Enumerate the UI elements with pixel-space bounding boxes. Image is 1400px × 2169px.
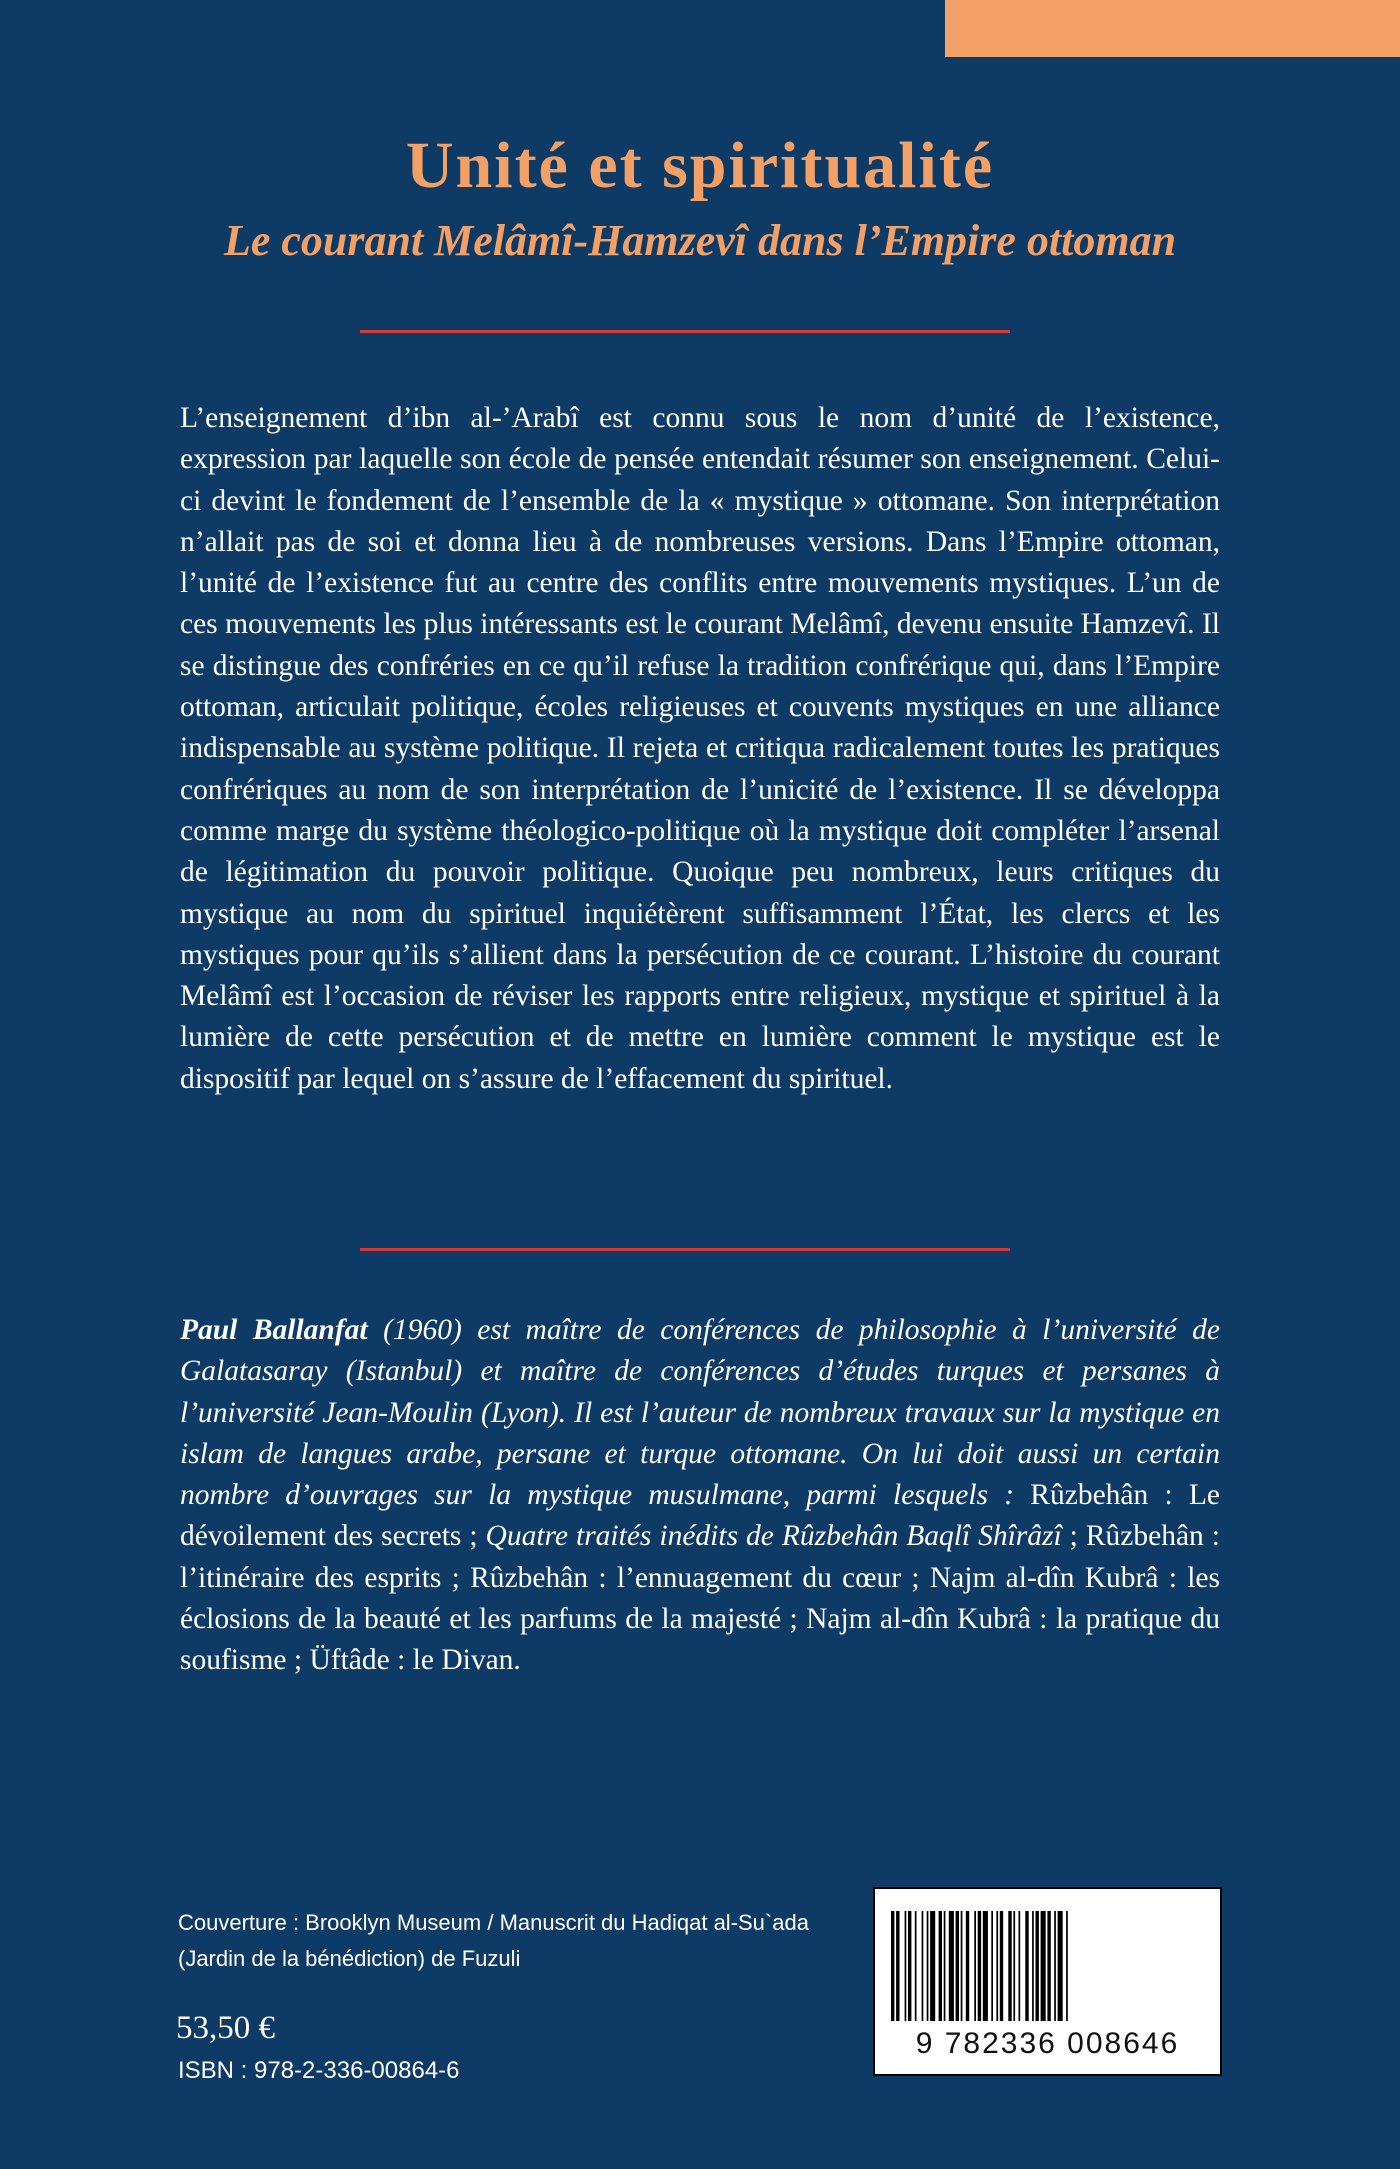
- barcode-bar: [1066, 1911, 1068, 2021]
- barcode-bar: [991, 1911, 993, 2021]
- barcode: [873, 1887, 1222, 2076]
- barcode-bar: [1019, 1911, 1021, 2021]
- barcode-bar: [1047, 1911, 1050, 2021]
- divider-middle: [360, 1248, 1010, 1251]
- author-bio: [180, 1310, 1220, 1682]
- barcode-bar: [915, 1911, 917, 2021]
- barcode-bar: [983, 1911, 988, 2021]
- barcode-bars: [891, 1911, 1203, 2021]
- barcode-bar: [961, 1911, 963, 2021]
- barcode-bar: [939, 1911, 942, 2021]
- barcode-bar: [1032, 1911, 1034, 2021]
- barcode-bar: [891, 1911, 894, 2021]
- book-title: Unité et spiritualité: [405, 129, 995, 202]
- barcode-digits: 9 782336 008646: [915, 2027, 1180, 2060]
- barcode-bar: [1054, 1911, 1056, 2021]
- isbn: ISBN : 978-2-336-00864-6: [178, 2057, 460, 2084]
- barcode-bar: [956, 1911, 959, 2021]
- barcode-bar: [1000, 1911, 1003, 2021]
- bio-works-italic: Quatre traités inédits de Rûzbehân Baqlî Shîrâzî: [485, 1520, 1062, 1553]
- barcode-bar: [908, 1911, 911, 2021]
- barcode-bar: [996, 1911, 998, 2021]
- author-name: Paul Ballanfat: [180, 1314, 368, 1346]
- barcode-bar: [944, 1911, 946, 2021]
- barcode-bar: [978, 1911, 981, 2021]
- barcode-bar: [1036, 1911, 1039, 2021]
- barcode-bar: [896, 1911, 899, 2021]
- bio-works-1: Rûzbehân : Le dévoilement des secrets ;: [180, 1479, 1220, 1553]
- cover-credit-line-1: Couverture : Brooklyn Museum / Manuscrit du Hadiqat al-Su`ada: [178, 1910, 809, 1935]
- barcode-bar: [1008, 1911, 1011, 2021]
- barcode-bar: [974, 1911, 976, 2021]
- barcode-bar: [1058, 1911, 1063, 2021]
- barcode-bar: [1041, 1911, 1046, 2021]
- cover-credit: [178, 1905, 838, 1977]
- barcode-bar: [1025, 1911, 1028, 2021]
- book-subtitle: Le courant Melâmî-Hamzevî dans l’Empire ottoman: [223, 216, 1177, 265]
- barcode-bar: [1013, 1911, 1015, 2021]
- divider-top: [360, 330, 1010, 333]
- book-summary: L’enseignement d’ibn al-’Arabî est connu sous le nom d’unité de l’existence, expression par laquelle son école de pensée entendait résumer son enseignement. Celui-ci devint le fondement de l’ensemble de la « mystique » ottomane. Son interprétation n’allait pas de soi et donna lieu à de nombreuses versions. Dans l’Empire ottoman, l’unité de l’existence fut au centre des conflits entre mouvements mystiques. L’un de ces mouvements les plus intéressants est le courant Melâmî, devenu ensuite Hamzevî. Il se distingue des confréries en ce qu’il refuse la tradition confrérique qui, dans l’Empire ottoman, articulait politique, écoles religieuses et couvents mystiques en une alliance indispensable au système politique. Il rejeta et critiqua radicalement toutes les pratiques confrériques au nom de son interprétation de l’unicité de l’existence. Il se développa comme marge du système théologico-politique où la mystique doit compléter l’arsenal de légitimation du pouvoir politique. Quoique peu nombreux, leurs critiques du mystique au nom du spirituel inquiétèrent suffisamment l’État, les clercs et les mystiques pour qu’ils s’allient dans la persécution de ce courant. L’histoire du courant Melâmî est l’occasion de réviser les rapports entre religieux, mystique et spirituel à la lumière de cette persécution et de mettre en lumière comment le mystique est le dispositif par lequel on s’assure de l’effacement du spirituel.: [180, 402, 1220, 1095]
- barcode-bar: [927, 1911, 929, 2021]
- corner-color-tab: [945, 0, 1400, 57]
- price: 53,50 €: [176, 2010, 275, 2046]
- barcode-bar: [949, 1911, 954, 2021]
- barcode-bar: [930, 1911, 935, 2021]
- barcode-bar: [966, 1911, 969, 2021]
- cover-credit-line-2: (Jardin de la bénédiction) de Fuzuli: [178, 1946, 521, 1971]
- barcode-bar: [922, 1911, 924, 2021]
- bio-intro: (1960) est maître de conférences de philosophie à l’université de Galatasaray (Istanbul) et maître de conférences d’études turques et persanes à l’université Jean-Moulin (Lyon). Il est l’auteur de nombreux travaux sur la mystique en islam de langues arabe, persane et turque ottomane. On lui doit aussi un certain nombre d’ouvrages sur la mystique musulmane, parmi lesquels :: [180, 1314, 1220, 1512]
- bio-works-2: ; Rûzbehân : l’itinéraire des esprits ; Rûzbehân : l’ennuagement du cœur ; Najm al-dîn Kubrâ : les éclosions de la beauté et les parfums de la majesté ; Najm al-dîn Kubrâ : la pratique du soufisme ; Üftâde : le Divan.: [180, 1520, 1220, 1677]
- barcode-bar: [905, 1911, 907, 2021]
